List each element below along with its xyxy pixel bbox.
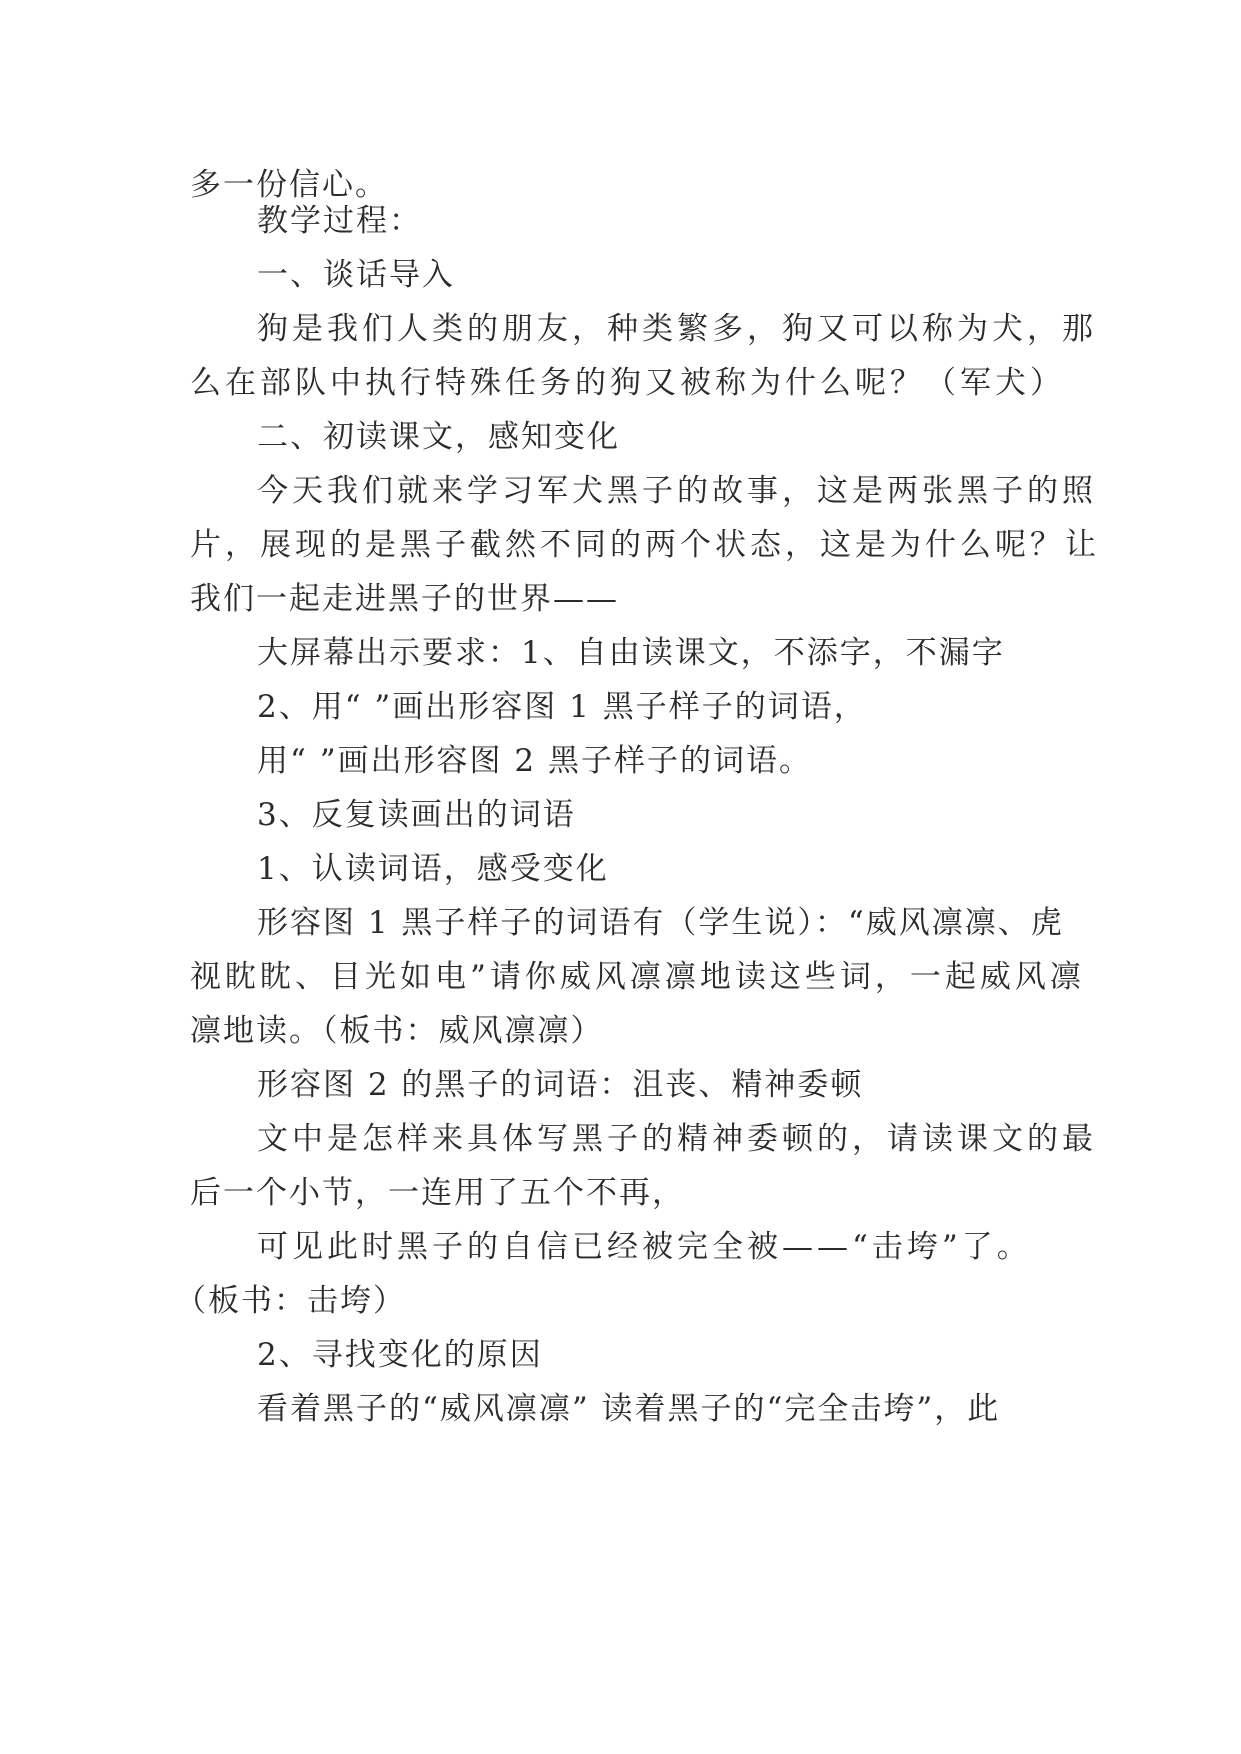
paragraph-line: 狗是我们人类的朋友，种类繁多，狗又可以称为犬，那: [257, 311, 1097, 347]
paragraph-line: （板书：击垮）: [175, 1283, 406, 1319]
paragraph-line: 我们一起走进黑子的世界——: [190, 581, 619, 617]
text-line-13: [0, 790, 1241, 840]
paragraph-line: 凛地读。（板书：威风凛凛）: [190, 1013, 604, 1049]
text-line-21: [0, 1222, 1241, 1272]
text-line-14: [0, 844, 1241, 894]
paragraph-line: 3、反复读画出的词语: [257, 797, 576, 833]
paragraph-line: 视眈眈、目光如电”请你威风凛凛地读这些词，一起威风凛: [190, 959, 1085, 995]
paragraph-line: 后一个小节，一连用了五个不再，: [190, 1175, 685, 1211]
text-line-24: [0, 1384, 1241, 1434]
text-line-6: [0, 412, 1241, 462]
text-line-3: [0, 250, 1241, 300]
paragraph-line: 形容图 1 黑子样子的词语有（学生说）：“威风凛凛、虎: [257, 905, 1064, 941]
paragraph-line: 文中是怎样来具体写黑子的精神委顿的，请读课文的最: [257, 1121, 1097, 1157]
text-line-19: [0, 1114, 1241, 1164]
text-line-16: [0, 952, 1241, 1002]
text-line-20: [0, 1168, 1241, 1218]
section-heading: 1、认读词语，感受变化: [257, 851, 609, 887]
text-line-15: [0, 898, 1241, 948]
paragraph-line: 片，展现的是黑子截然不同的两个状态，这是为什么呢？让: [190, 527, 1100, 563]
paragraph-line: 大屏幕出示要求：1、自由读课文，不添字，不漏字: [257, 635, 1005, 671]
text-line-4: [0, 304, 1241, 354]
text-line-22: [0, 1276, 1241, 1326]
text-line-5: [0, 358, 1241, 408]
text-line-7: [0, 466, 1241, 516]
section-label: 教学过程：: [257, 203, 422, 239]
text-line-8: [0, 520, 1241, 570]
section-heading: 2、寻找变化的原因: [257, 1337, 543, 1373]
line-text: 多一份信心。: [190, 167, 388, 203]
section-heading: 二、初读课文，感知变化: [257, 419, 620, 455]
paragraph-line: 2、用“ ”画出形容图 1 黑子样子的词语，: [257, 689, 867, 725]
text-line-12: [0, 736, 1241, 786]
text-line-2: [0, 196, 1241, 246]
paragraph-line: 么在部队中执行特殊任务的狗又被称为什么呢？（军犬）: [190, 365, 1065, 401]
paragraph-line: 看着黑子的“威风凛凛” 读着黑子的“完全击垮”，此: [257, 1391, 1001, 1427]
text-line-23: [0, 1330, 1241, 1380]
paragraph-line: 今天我们就来学习军犬黑子的故事，这是两张黑子的照: [257, 473, 1097, 509]
text-line-11: [0, 682, 1241, 732]
text-line-18: [0, 1060, 1241, 1110]
section-heading: 一、谈话导入: [257, 257, 455, 293]
paragraph-line: 可见此时黑子的自信已经被完全被——“击垮”了。: [257, 1229, 1032, 1265]
paragraph-line: 用“ ”画出形容图 2 黑子样子的词语。: [257, 743, 812, 779]
text-line-10: [0, 628, 1241, 678]
text-line-9: [0, 574, 1241, 624]
paragraph-line: 形容图 2 的黑子的词语：沮丧、精神委顿: [257, 1067, 864, 1103]
text-line-17: [0, 1006, 1241, 1056]
